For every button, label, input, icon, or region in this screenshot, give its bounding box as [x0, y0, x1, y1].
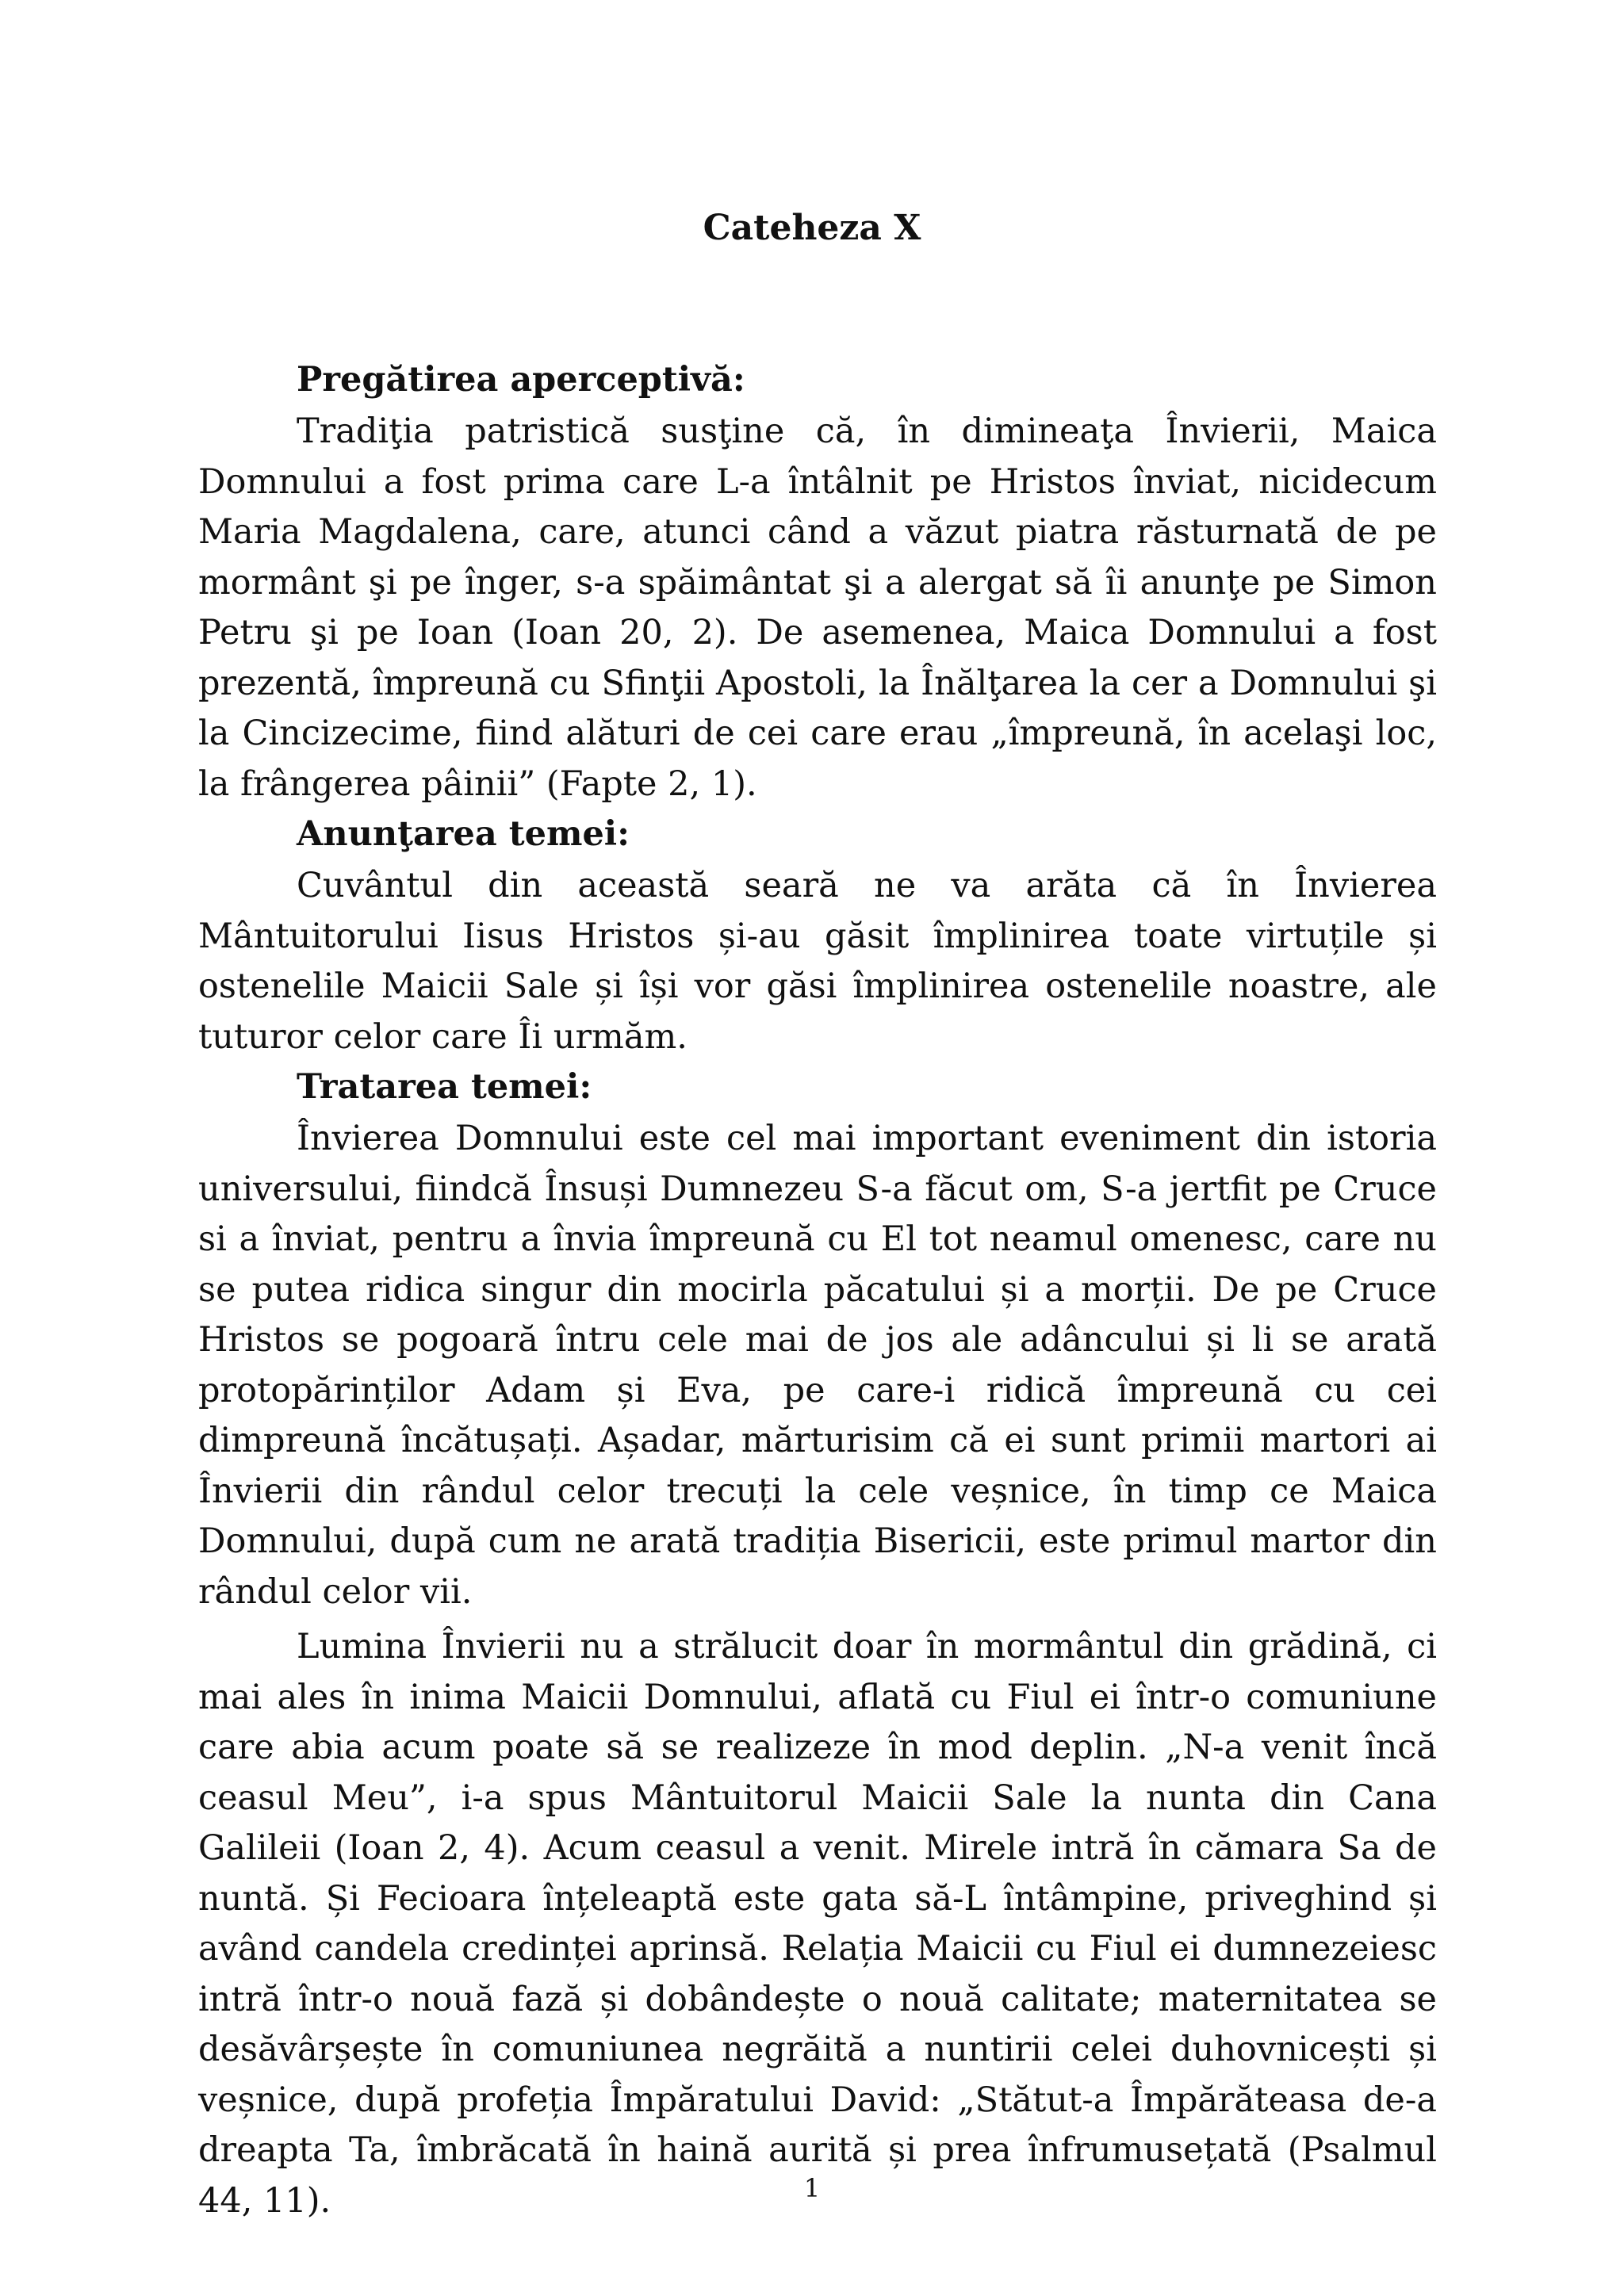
paragraph-aperceptive: Tradiţia patristică susţine că, în dimineaţa Învierii, Maica Domnului a fost prima care L-a întâlnit pe Hristos înviat, nicidecum Maria Magdalena, care, atunci când a văzut piatra răsturnată de pe mormânt şi pe înger, s-a spăimântat şi a alergat să îi anunţe pe Simon Petru şi pe Ioan (Ioan 20, 2). De asemenea, Maica Domnului a fost prezentă, împreună cu Sfinţii Apostoli, la Înălţarea la cer a Domnului şi la Cincizecime, fiind alături de cei care erau „împreună, în acelaşi loc, la frângerea pâinii” (Fapte 2, 1). — [198, 411, 1437, 804]
page-number: 1 — [803, 2173, 821, 2203]
section-heading-aperceptive: Pregătirea aperceptivă: — [297, 360, 745, 400]
paragraph-treatment-2: Lumina Învierii nu a strălucit doar în mormântul din grădină, ci mai ales în inima Maicii Domnului, aflată cu Fiul ei într-o comuniune care abia acum poate să se realizeze în mod deplin. „N-a venit încă ceasul Meu”, i-a spus Mântuitorul Maicii Sale la nunta din Cana Galileii (Ioan 2, 4). Acum ceasul a venit. Mirele intră în cămara Sa de nuntă. Și Fecioara înțeleaptă este gata să-L întâmpine, priveghind și având candela credinței aprinsă. Relația Maicii cu Fiul ei dumnezeiesc intră într-o nouă fază și dobândește o nouă calitate; maternitatea se desăvârșește în comuniunea negrăită a nuntirii celei duhovnicești și veșnice, după profeția Împăratului David: „Stătut-a Împărăteasa de-a dreapta Ta, îmbrăcată în haină aurită și prea înfrumusețată (Psalmul 44, 11). — [198, 1627, 1437, 2221]
page-title: Cateheza X — [703, 208, 921, 248]
document-body — [198, 355, 1437, 2226]
paragraph-announcement: Cuvântul din această seară ne va arăta că în Învierea Mântuitorului Iisus Hristos și-au găsit împlinirea toate virtuțile și ostenelile Maicii Sale și își vor găsi împlinirea ostenelile noastre, ale tuturor celor care Îi urmăm. — [198, 866, 1437, 1057]
paragraph-treatment-1: Învierea Domnului este cel mai important eveniment din istoria universului, fiindcă Însuși Dumnezeu S-a făcut om, S-a jertfit pe Cruce si a înviat, pentru a învia împreună cu El tot neamul omenesc, care nu se putea ridica singur din mocirla păcatului și a morții. De pe Cruce Hristos se pogoară întru cele mai de jos ale adâncului și li se arată protopărinților Adam și Eva, pe care-i ridică împreună cu cei dimpreună încătușați. Așadar, mărturisim că ei sunt primii martori ai Învierii din rândul celor trecuți la cele veșnice, în timp ce Maica Domnului, după cum ne arată tradiția Bisericii, este primul martor din rândul celor vii. — [198, 1119, 1437, 1612]
section-heading-treatment: Tratarea temei: — [297, 1067, 592, 1107]
section-heading-announcement: Anunţarea temei: — [297, 814, 630, 854]
